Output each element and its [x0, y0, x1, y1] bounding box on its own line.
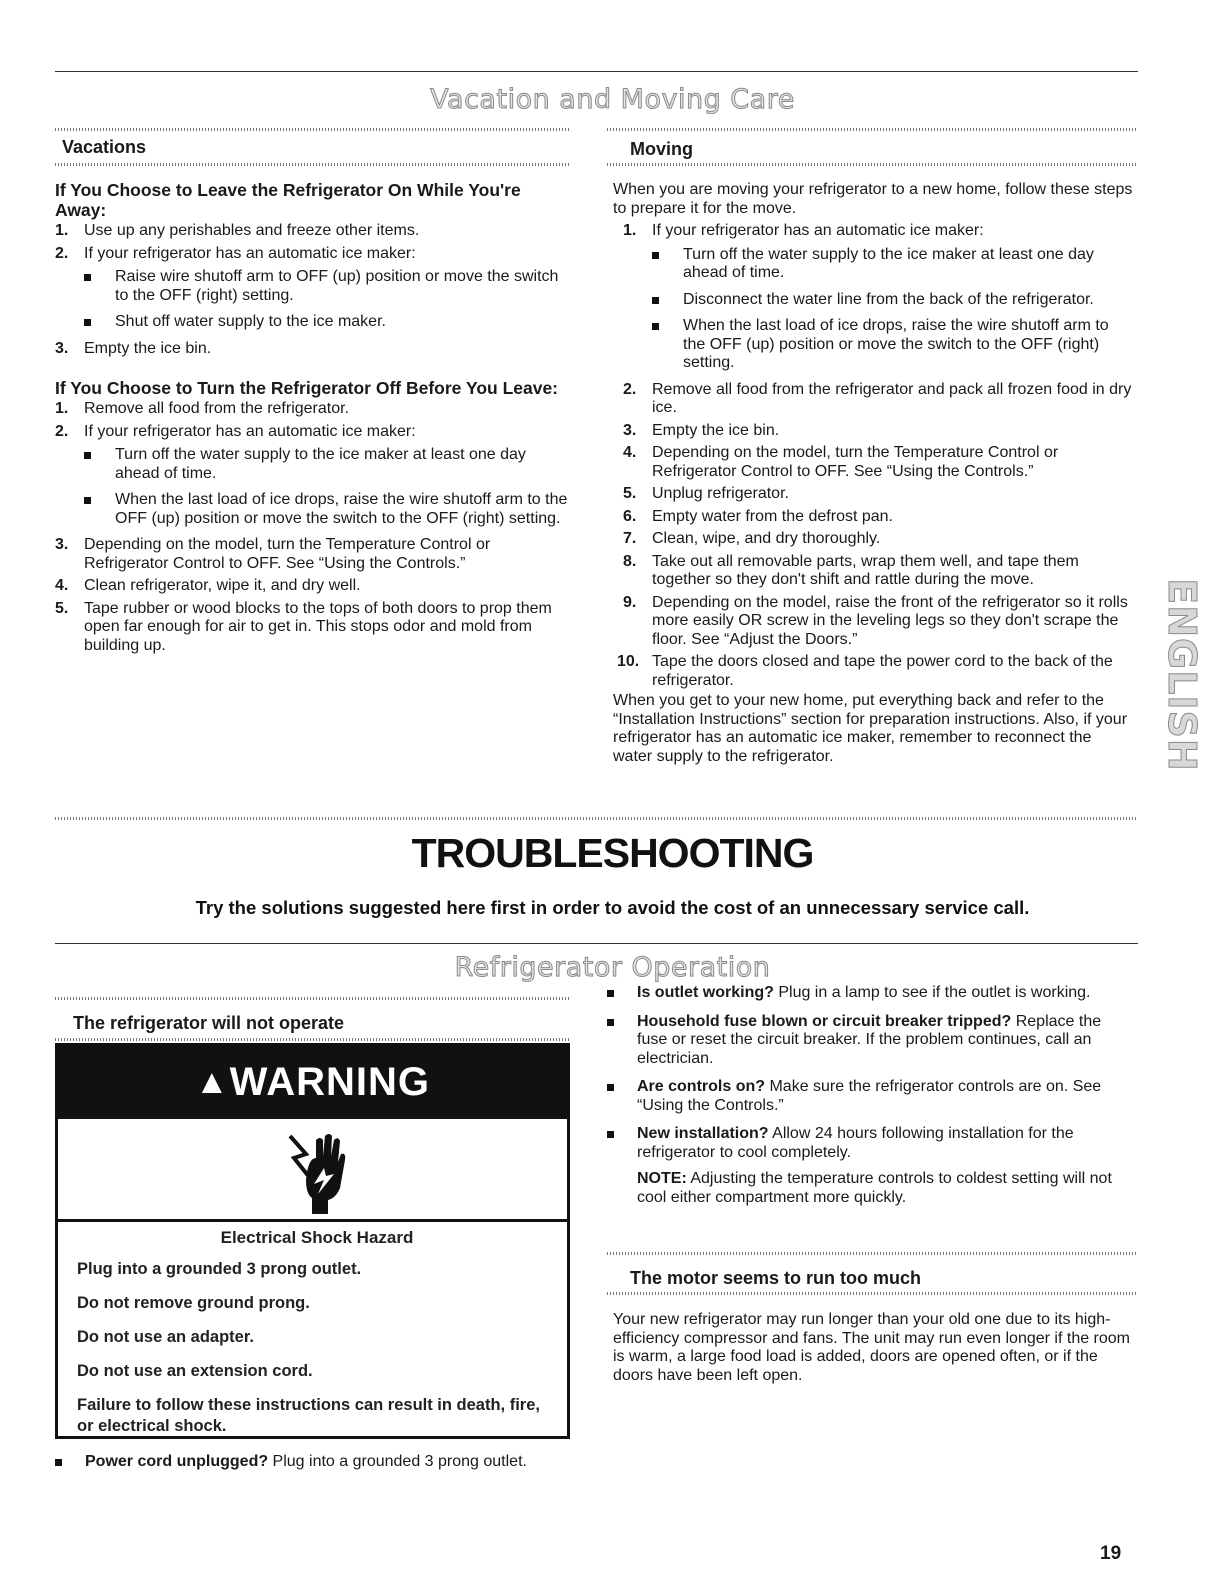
divider	[55, 817, 1138, 820]
list-item: 1. Use up any perishables and freeze other items.	[55, 222, 420, 239]
list-item: Is outlet working? Plug in a lamp to see if the outlet is working.	[607, 984, 1122, 1003]
sub-list-item: Raise wire shutoff arm to OFF (up) position or move the switch to the OFF (right) setting.	[84, 268, 570, 305]
divider	[607, 163, 1138, 166]
motor-heading: The motor seems to run too much	[630, 1268, 922, 1288]
list-item: 5. Tape rubber or wood blocks to the tops of both doors to prop them open far enough for air to get in. This stops odor and mold from building up.	[55, 599, 552, 654]
vacations-heading: Vacations	[62, 137, 147, 157]
list-item: 5. Unplug refrigerator.	[623, 485, 789, 502]
power-cord-item	[55, 1453, 535, 1482]
sub-list-item: Disconnect the water line from the back of the refrigerator.	[652, 291, 1133, 310]
divider	[607, 1252, 1138, 1255]
divider	[607, 128, 1138, 131]
troubleshooting-subtitle: Try the solutions suggested here first in order to avoid the cost of an unnecessary service call.	[195, 897, 1030, 918]
list-item: 9. Depending on the model, raise the front of the refrigerator so it rolls more easily OR screw in the leveling legs so they don't scrape the floor. See “Adjust the Doors.”	[623, 593, 1128, 648]
list-item: 2. Remove all food from the refrigerator and pack all frozen food in dry ice.	[623, 380, 1132, 416]
moving-list	[617, 222, 1133, 690]
sub-list-item: Turn off the water supply to the ice maker at least one day ahead of time.	[652, 246, 1133, 283]
sub-list-item: Turn off the water supply to the ice maker at least one day ahead of time.	[84, 446, 570, 483]
warning-line: Plug into a grounded 3 prong outlet.	[77, 1260, 362, 1278]
moving-heading: Moving	[630, 139, 693, 159]
note: NOTE: Adjusting the temperature controls to coldest setting will not cool either compartment more quickly.	[637, 1170, 1112, 1206]
warning-line: Do not use an extension cord.	[77, 1362, 313, 1380]
list-item: New installation? Allow 24 hours following installation for the refrigerator to cool completely.	[607, 1125, 1122, 1162]
list-item: 6. Empty water from the defrost pan.	[623, 507, 893, 525]
warning-banner	[58, 1046, 567, 1119]
divider	[55, 1038, 570, 1041]
page-number: 19	[1100, 1543, 1122, 1564]
list-item: 4. Depending on the model, turn the Temperature Control or Refrigerator Control to OFF. See “Using the Controls.”	[623, 444, 1059, 480]
warning-text	[77, 1227, 557, 1450]
list-item: 3. Depending on the model, turn the Temperature Control or Refrigerator Control to OFF. See “Using the Controls.”	[55, 536, 491, 572]
list-item: Power cord unplugged? Plug into a grounded 3 prong outlet.	[55, 1453, 535, 1472]
moving-column	[613, 181, 1133, 766]
list-item: 1. If your refrigerator has an automatic ice maker: Turn off the water supply to the ice maker at least one day ahead of time. Disconnect the water line from the back of the refrigerator. When the last load of ice drops, raise the wire shutoff arm to the OFF (up) position or move the switch to the OFF (right) setting.	[623, 222, 1133, 373]
not-operate-heading: The refrigerator will not operate	[73, 1013, 345, 1033]
vacations-off-title: If You Choose to Turn the Refrigerator Off Before You Leave:	[55, 378, 559, 398]
vacations-column	[55, 180, 570, 659]
list-item: 1. Remove all food from the refrigerator.	[55, 400, 350, 417]
vacations-off-list	[55, 400, 570, 655]
sub-list-item: When the last load of ice drops, raise the wire shutoff arm to the OFF (up) position or move the switch to the OFF (right) setting.	[84, 491, 570, 528]
language-tab	[1145, 575, 1220, 775]
list-item: 8. Take out all removable parts, wrap them well, and tape them together so they don't shift and rattle during the move.	[623, 552, 1079, 588]
list-item: 10. Tape the doors closed and tape the power cord to the back of the refrigerator.	[617, 653, 1113, 689]
hazard-title: Electrical Shock Hazard	[220, 1228, 414, 1247]
warning-label: WARNING	[229, 1060, 430, 1104]
troubleshooting-title: TROUBLESHOOTING	[411, 830, 814, 876]
motor-text: Your new refrigerator may run longer than your old one due to its high-efficiency compressor and fans. The unit may run even longer if the room is warm, a large food load is added, doors are opened often, or if the doors have been left open.	[613, 1311, 1131, 1384]
warning-line: Failure to follow these instructions can result in death, fire, or electrical shock.	[77, 1396, 540, 1435]
section-title-refrigerator-operation: Refrigerator Operation	[454, 952, 771, 983]
list-item: 3. Empty the ice bin.	[623, 421, 780, 439]
list-item: 7. Clean, wipe, and dry thoroughly.	[623, 530, 881, 547]
warning-line: Do not use an adapter.	[77, 1328, 254, 1346]
top-rule	[55, 71, 1138, 72]
vacations-on-list	[55, 222, 570, 358]
moving-intro: When you are moving your refrigerator to a new home, follow these steps to prepare it for the move.	[613, 181, 1133, 217]
divider-rule	[55, 943, 1138, 944]
sub-list-item: Shut off water supply to the ice maker.	[84, 313, 570, 332]
sub-list	[652, 246, 1133, 373]
electrical-shock-icon	[276, 1128, 354, 1214]
list-item: 3. Empty the ice bin.	[55, 339, 212, 357]
language-tab-label: ENGLISH	[1160, 578, 1204, 772]
warning-triangle-icon: ▲	[195, 1063, 230, 1101]
warning-divider	[58, 1219, 567, 1222]
section-title-vacation-moving: Vacation and Moving Care	[430, 84, 795, 115]
divider	[55, 997, 570, 1000]
warning-line: Do not remove ground prong.	[77, 1294, 310, 1312]
moving-closing: When you get to your new home, put everything back and refer to the “Installation Instructions” section for preparation instructions. Also, if your refrigerator has an automatic ice maker, remember to reconnect the water supply to the refrigerator.	[613, 692, 1128, 765]
vacations-on-title: If You Choose to Leave the Refrigerator On While You're Away:	[55, 180, 521, 220]
list-item: 4. Clean refrigerator, wipe it, and dry well.	[55, 577, 361, 594]
divider	[55, 163, 570, 166]
sub-list	[84, 446, 570, 528]
list-item: 2. If your refrigerator has an automatic ice maker: Raise wire shutoff arm to OFF (up) position or move the switch to the OFF (right) setting. Shut off water supply to the ice maker.	[55, 245, 570, 332]
sub-list-item: When the last load of ice drops, raise the wire shutoff arm to the OFF (up) position or move the switch to the OFF (right) setting.	[652, 317, 1133, 373]
list-item: Are controls on? Make sure the refrigerator controls are on. See “Using the Controls.”	[607, 1078, 1122, 1115]
checks-column	[607, 984, 1122, 1207]
warning-box	[55, 1043, 570, 1439]
divider	[607, 1292, 1138, 1295]
list-item: 2. If your refrigerator has an automatic ice maker: Turn off the water supply to the ice maker at least one day ahead of time. When the last load of ice drops, raise the wire shutoff arm to the OFF (up) position or move the switch to the OFF (right) setting.	[55, 423, 570, 529]
sub-list	[84, 268, 570, 332]
divider	[55, 128, 570, 131]
list-item: Household fuse blown or circuit breaker tripped? Replace the fuse or reset the circuit breaker. If the problem continues, call an electrician.	[607, 1013, 1122, 1069]
